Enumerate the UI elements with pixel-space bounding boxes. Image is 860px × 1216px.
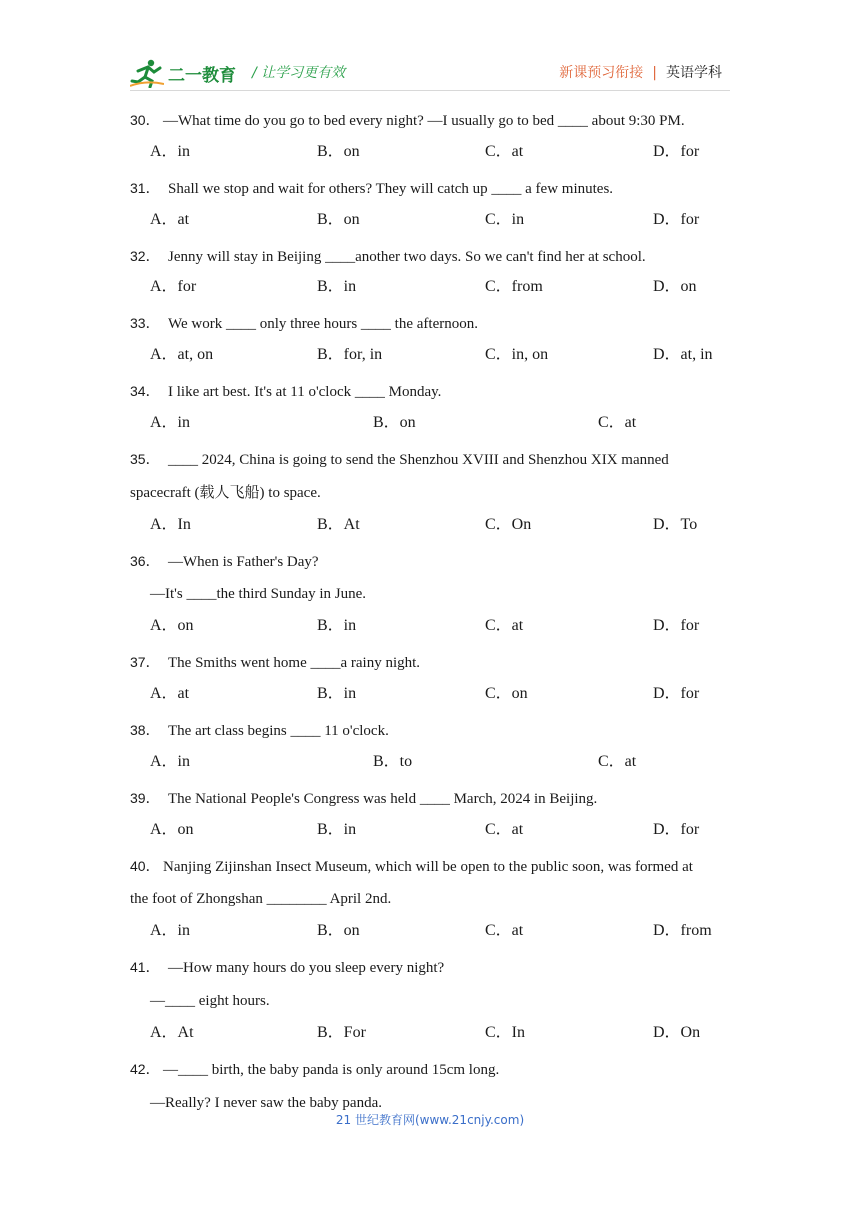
question-item — [130, 782, 730, 850]
answer-options — [130, 680, 730, 714]
question-text: —How many hours do you sleep every night? — [168, 960, 445, 977]
answer-option[interactable]: C．at — [598, 414, 637, 432]
question-number: 37． — [130, 654, 160, 671]
answer-option[interactable]: C．at — [485, 617, 524, 635]
question-stem — [130, 307, 730, 341]
answer-option[interactable]: B．For — [317, 1024, 366, 1042]
question-text: Shall we stop and wait for others? They will catch up ____ a few minutes. — [168, 180, 614, 197]
question-text: Nanjing Zijinshan Insect Museum, which will be open to the public soon, was formed at — [163, 858, 693, 875]
answer-option[interactable]: C．in — [485, 210, 525, 228]
question-text: I like art best. It's at 11 o'clock ____ Monday. — [168, 384, 442, 401]
question-text: spacecraft (载人飞船) to space. — [130, 484, 321, 501]
question-item — [130, 307, 730, 375]
page-footer: 21 世纪教育网(www.21cnjy.com) — [335, 1113, 525, 1127]
answer-options — [130, 341, 730, 375]
question-stem — [130, 240, 730, 274]
question-text: The art class begins ____ 11 o'clock. — [168, 723, 389, 740]
answer-option[interactable]: C．On — [485, 515, 532, 533]
answer-option[interactable]: D．for — [653, 142, 700, 160]
answer-option[interactable]: D．at, in — [653, 346, 713, 364]
answer-option[interactable]: B．in — [317, 617, 357, 635]
answer-option[interactable]: C．at — [598, 752, 637, 770]
question-stem — [130, 443, 730, 477]
question-text: the foot of Zhongshan ________ April 2nd. — [130, 891, 392, 908]
question-list — [130, 104, 730, 1121]
runner-logo-icon — [130, 58, 164, 88]
answer-options — [130, 816, 730, 850]
question-text: The National People's Congress was held ____ March, 2024 in Beijing. — [168, 790, 598, 807]
question-number: 34． — [130, 383, 160, 400]
question-stem — [130, 375, 730, 409]
answer-option[interactable]: C．from — [485, 278, 543, 296]
header-course: 新课预习衔接 — [559, 65, 644, 81]
answer-option[interactable]: A．in — [150, 752, 191, 770]
slogan: / 让学习更有效 — [252, 65, 346, 81]
question-item — [130, 951, 730, 1053]
answer-option[interactable]: A．in — [150, 414, 191, 432]
question-stem — [130, 172, 730, 206]
answer-option[interactable]: A．in — [150, 922, 191, 940]
answer-option[interactable]: C．at — [485, 922, 524, 940]
question-stem — [130, 850, 730, 884]
answer-option[interactable]: A．on — [150, 820, 194, 838]
question-number: 41． — [130, 959, 160, 976]
question-item — [130, 172, 730, 240]
question-number: 38． — [130, 722, 160, 739]
answer-options — [130, 206, 730, 240]
answer-option[interactable]: A．at — [150, 685, 190, 703]
answer-option[interactable]: C．on — [485, 685, 528, 703]
question-stem-continuation — [130, 477, 730, 511]
question-number: 30． — [130, 112, 160, 128]
answer-options — [130, 917, 730, 951]
question-stem — [130, 782, 730, 816]
question-text: Jenny will stay in Beijing ____another two days. So we can't find her at school. — [168, 248, 646, 265]
answer-option[interactable]: B．for, in — [317, 346, 383, 364]
answer-option[interactable]: A．At — [150, 1024, 194, 1042]
question-item — [130, 240, 730, 308]
question-item — [130, 850, 730, 952]
answer-option[interactable]: D．On — [653, 1024, 701, 1042]
question-number: 36． — [130, 552, 160, 569]
answer-option[interactable]: B．in — [317, 820, 357, 838]
answer-options — [130, 748, 730, 782]
question-text: ____ 2024, China is going to send the Shenzhou XVIII and Shenzhou XIX manned — [168, 451, 669, 468]
answer-options — [130, 138, 730, 172]
question-text: The Smiths went home ____a rainy night. — [168, 655, 421, 672]
answer-options — [130, 612, 730, 646]
answer-option[interactable]: A．at — [150, 210, 190, 228]
question-item — [130, 375, 730, 443]
header-subject — [559, 62, 722, 82]
answer-option[interactable]: B．on — [373, 414, 416, 432]
question-stem — [130, 104, 730, 138]
question-number: 33． — [130, 315, 160, 332]
answer-option[interactable]: B．At — [317, 515, 360, 533]
answer-option[interactable]: A．for — [150, 278, 197, 296]
answer-option[interactable]: B．on — [317, 210, 360, 228]
question-number: 40． — [130, 857, 160, 874]
answer-option[interactable]: B．in — [317, 685, 357, 703]
answer-option[interactable]: B．to — [373, 752, 413, 770]
logo-text: 二一教育 — [168, 65, 236, 86]
question-stem — [130, 1053, 730, 1087]
answer-option[interactable]: B．in — [317, 278, 357, 296]
header-subject-name: 英语学科 — [666, 65, 722, 81]
answer-options — [130, 409, 730, 443]
question-stem — [130, 545, 730, 579]
question-stem — [130, 714, 730, 748]
question-text: —____ eight hours. — [150, 993, 270, 1010]
answer-option[interactable]: D．on — [653, 278, 697, 296]
question-number: 31． — [130, 179, 160, 196]
question-item — [130, 545, 730, 647]
question-item — [130, 104, 730, 172]
question-number: 39． — [130, 789, 160, 806]
answer-option[interactable]: C．In — [485, 1024, 526, 1042]
answer-option[interactable]: C．at — [485, 820, 524, 838]
answer-option[interactable]: A．on — [150, 617, 194, 635]
answer-option[interactable]: A．In — [150, 515, 191, 533]
answer-option[interactable]: D．for — [653, 210, 700, 228]
answer-option[interactable]: D．from — [653, 922, 712, 940]
answer-option[interactable]: B．on — [317, 922, 360, 940]
answer-option[interactable]: D．for — [653, 685, 700, 703]
question-stem-continuation — [130, 578, 730, 612]
question-stem-continuation — [130, 985, 730, 1019]
question-item — [130, 646, 730, 714]
question-text: —____ birth, the baby panda is only around 15cm long. — [163, 1061, 500, 1078]
question-number: 32． — [130, 247, 160, 264]
question-stem — [130, 951, 730, 985]
question-stem-continuation — [130, 883, 730, 917]
header-divider — [130, 90, 730, 91]
logo — [130, 58, 236, 88]
answer-option[interactable]: C．in, on — [485, 346, 549, 364]
answer-option[interactable]: D．To — [653, 515, 698, 533]
page-header — [0, 0, 860, 100]
question-item — [130, 443, 730, 545]
answer-option[interactable]: D．for — [653, 617, 700, 635]
question-text: —It's ____the third Sunday in June. — [150, 586, 367, 603]
question-stem — [130, 646, 730, 680]
answer-options — [130, 1019, 730, 1053]
answer-option[interactable]: A．in — [150, 142, 191, 160]
answer-option[interactable]: B．on — [317, 142, 360, 160]
answer-option[interactable]: D．for — [653, 820, 700, 838]
question-number: 35． — [130, 450, 160, 467]
question-item — [130, 714, 730, 782]
question-text: —Really? I never saw the baby panda. — [150, 1094, 382, 1111]
question-text: —When is Father's Day? — [168, 553, 319, 570]
question-text: —What time do you go to bed every night? —I usually go to bed ____ about 9:30 PM. — [163, 113, 685, 129]
answer-option[interactable]: C．at — [485, 142, 524, 160]
answer-options — [130, 273, 730, 307]
question-number: 42． — [130, 1060, 160, 1077]
question-text: We work ____ only three hours ____ the afternoon. — [168, 316, 478, 333]
header-separator: | — [652, 65, 657, 81]
answer-options — [130, 511, 730, 545]
answer-option[interactable]: A．at, on — [150, 346, 214, 364]
